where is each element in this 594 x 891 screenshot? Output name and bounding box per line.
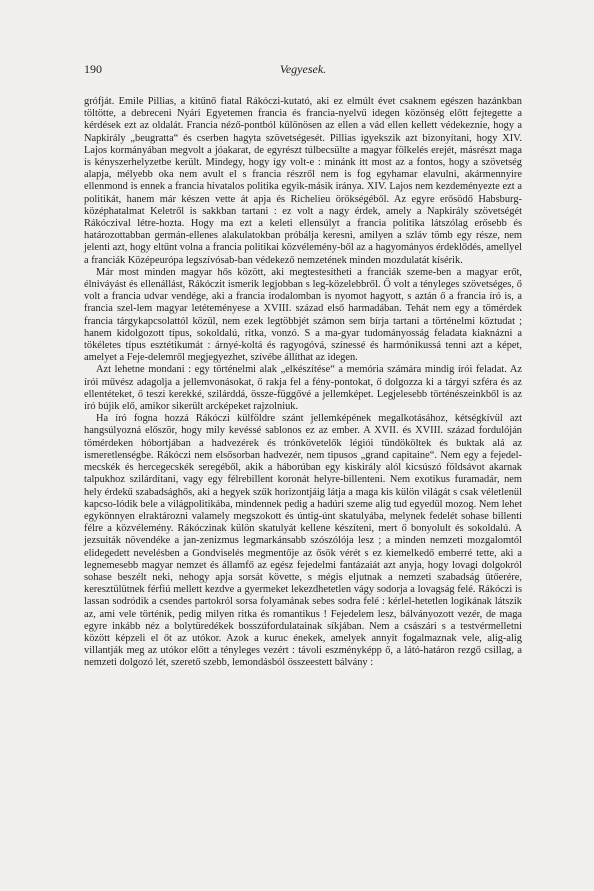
body-text [84, 96, 522, 670]
paragraph: Már most minden magyar hős között, aki megtestesítheti a franciák szeme-ben a magyar erőt, élniváyást és ellenállást, Rákóczit ismerik legjobban s leg-közelebbről. Ő volt a tényleges szövetséges, ő volt a francia udvar vendége, aki a francia irodalomban is nyomot hagyott, s aztán ő a francia író is, a francia szel-lem magyar letéteményese a XVIII. század első harmadában. Tehát nem egy a tömérdek francia tárgykapcsolattól közül, nem ezek legtöbbjét számon sem bírja tartani a történelmi köztudat ; hanem kidolgozott típus, sokoldalú, ritka, vonzó. S a ma-gyar tudományosság feladata kiaknázni a tökéletes típus esztétikumát : árnyé-koltá és ragyogóvá, színessé és harmónikussá tenni azt a képet, amelyet a Feje-delemről megjegyezhet, szívébe állíthat az idegen. [84, 266, 522, 364]
running-head: Vegyesek. [279, 62, 327, 76]
page-header [84, 62, 522, 82]
page-number: 190 [84, 62, 102, 76]
paragraph: Azt lehetne mondani : egy történelmi alak „elkészítése“ a memória számára mindig írói feladat. Az írói művész adagolja a jellemvonásokat, ő rakja fel a fény-pontokat, ő dolgozza ki a tárgyi szféra és az ellentéteket, ő teszi kerekké, szilárddá, össze-függővé a jellemképet. Legjelesebb történészeinkből is az író bújik elő, amikor sikerült arcképeket rajzolniuk. [84, 364, 522, 413]
paragraph: Ha író fogna hozzá Rákóczi külföldre szánt jellemképének megalkotásához, kétségkívül azt hangsúlyozná először, hogy mily kevéssé sablonos ez az ember. A XVII. és XVIII. század fordulóján tömérdeken hóbortjában a hadvezérek és trónkövetelők légiói tündököltek és buktak alá az ismeretlenségbe. Rákóczi nem elsősorban hadvezér, nem tipusos „grand capitaine“. Nem egy a fejedel-mecskék és hercegecskék seregéből, akik a háborúban egy kiskirály alól kicsúszó földsávot akarnak talpukhoz szilárdítani, vagy egy félrebillent koronát helyre-billenteni. Nem exotikus furamadár, nem hely érdekű szabadsághős, aki a hegyek szűk horizontjáig látja a maga kis külön világát s csak véletlenül kapcso-lódik bele a világpolitikába, mindennek pedig a hadúri szeme alig tud egyedül mozog. Nem lehet egykönnyen elraktározni valamely megszokott és úntig-únt skatulyába, melynek fedelét sohase billenti félre a közvélemény. Rákóczinak külön skatulyát kellene készíteni, mert ő bonyolult és sokoldalú. A jezsuiták növendéke a jan-zenizmus legmarkánsabb szószólója lesz ; a minden nemzeti mozgalomtól elidegedett nevelésben a Gondviselés megmentője az ősök vérét s ez kiemelkedő emberré tette, aki a legnemesebb magyar nemzet és államfő az egész fejedelmi fantázaiát azt anyja, hogy lovagi dolgokról sohase beszélt neki, nehogy apja sorsát követte, s mégis eljutnak a nemzeti szabadság ütőerére, keresztülütnek férfiú mellett kezdve a gyermeket lekezdhetetlen vágy sodorja a lovagság felé. Rákóczi is lassan sodródik a csendes partokról sorsa folyamának sebes sodra felé : kérlel-hetetlen logikának látszik az, ami vele történik, pedig milyen ritka és romantikus ! Fejedelem lesz, bálványozott vezér, de maga egyre inkább néz a bolytüredékek bosszúfordulatainak síkjában. Nem a császári s a testvérmelletni között képzeli el őt az utókor. Azok a kuruc énekek, amelyek annyit fogalmaznak vele, alig-alig villantják meg az utókor előtt a tényleges vezért : távoli eszményképp ő, a látó-határon rezgő csillag, a nemzeti dolgozó lét, szerető szebb, lemondásból összeestett bálvány : [84, 413, 522, 669]
paragraph: grófját. Emile Pillias, a kitűnő fiatal Rákóczi-kutató, aki ez elmúlt évet csaknem egészen hazánkban töltötte, a debreceni Nyári Egyetemen francia és francia-nyelvű idegen közönség előtt fejtegette a kérdések ezt az oldalát. Francia néző-pontból különösen az ellen a vád ellen kellett védekeznie, hogy a Napkirály „beugratta“ és cserben hagyta szövetségesét. Pillias igyekszik azt bizonyítani, hogy XIV. Lajos kormányában megvolt a jóakarat, de egyrészt túlbecsülte a magyar fölkelés erejét, másrészt maga is kényszerhelyzetbe került. Mindegy, hogy így volt-e : minánk itt most az a fontos, hogy a szövetség alapja, mélyebb oka nem avult el s francia részről nem is fog egyhamar elavulni, akármennyire ellenmond is ennek a francia hivatalos politika egyik-másik iránya. XIV. Lajos nem kezdeményezte ezt a politikát, hanem már készen vette át apja és Richelieu örökségéből. Az egyre erősödő Habsburg-középhatalmat Keletről is sakkban tartani : ez volt a nagy érdek, amely a Napkirály szövetségét Rákóczival létre-hozta. Hogy ma ezt a keleti ellensúlyt a francia politika látszólag erősebb és határozottabban germán-ellenes alakulatokban próbálja keresni, amilyen a szláv tömb egy része, nem jelenti azt, hogy eltűnt volna a francia politikai közvélemény-ből az a hagyományos érdeklődés, amellyel a franciák Középeurópa legszívósab-ban védekező nemzetének minden mozdulatát kísérik. [84, 96, 522, 266]
